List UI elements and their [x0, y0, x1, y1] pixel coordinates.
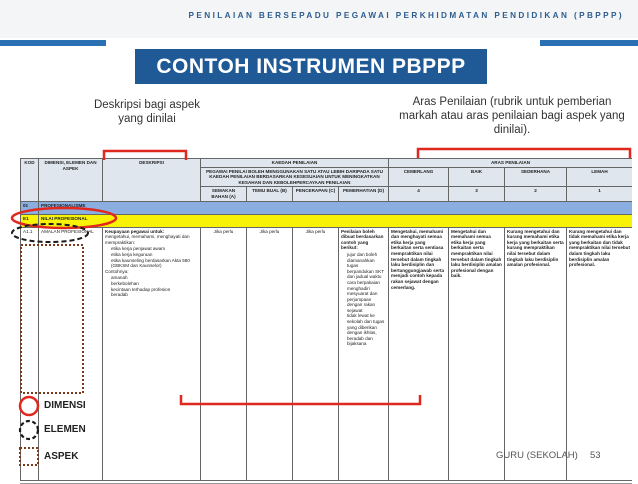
list-item: • etika kerja keguruan [111, 252, 198, 258]
header-deskripsi: DESKRIPSI [103, 159, 201, 202]
header-pemerhatian: PEMERHATIAN (D) [339, 187, 389, 201]
header-baik: BAIK [449, 167, 505, 187]
callout-aras: Aras Penilaian (rubrik untuk pemberian markah atau aras penilaian bagi aspek yang dinilai). [399, 96, 625, 136]
header-semakan: SEMAKAN BAHAN (A) [201, 187, 247, 201]
header-dimensi: DIMENSI, ELEMEN DAN ASPEK [39, 159, 103, 202]
legend-dimensi: DIMENSI [44, 400, 86, 411]
cell-sederhana: Kurang mengetahui dan kurang memahami etika kerja yang berkaitan serta kurang mempraktikan nilai tersebut dalam tingkah laku berdisiplin amalan profesional. [505, 227, 567, 480]
dimension-label: PROFESIONALISME [39, 201, 633, 214]
header-score-2: 2 [505, 187, 567, 201]
cell-cemerlang: Mengetahui, memahami dan menghayati semua etika kerja yang berkaitan serta sentiasa mempraktikan nilai tersebut dalam tingkah laku berdisiplin dan bertanggungjawab serta menjadi contoh kepada rakan sejawat dengan cemerlang. [389, 227, 449, 480]
legend-elemen: ELEMEN [44, 424, 86, 435]
bracket-deskripsi [104, 151, 186, 160]
element-code: E1 [21, 214, 39, 227]
cell-temu-bual: Jika perlu [247, 227, 293, 480]
list-item: • beradab [111, 292, 198, 298]
list-item: • tidak lewat ke sekolah dan tugas yang diberikan dengan ikhlas, beradab dan bijaksana [347, 313, 386, 347]
header-pencerapan: PENCERAPAN (C) [293, 187, 339, 201]
aspect-highlight-box [21, 245, 83, 393]
list-item: • berkebolehan [111, 281, 198, 287]
header-score-4: 4 [389, 187, 449, 201]
header-lemah: LEMAH [567, 167, 633, 187]
list-item: • amanah [111, 275, 198, 281]
agency-name: PENILAIAN BERSEPADU PEGAWAI PERKHIDMATAN PENDIDIKAN (PBPPP) [188, 11, 624, 20]
header-aras: ARAS PENILAIAN [389, 159, 633, 168]
list-item: • kecintaan terhadap profesion [111, 287, 198, 293]
cell-lemah: Kurang mengetahui dan tidak memahami etika kerja yang berkaitan dan tidak mempraktikan nilai tersebut dalam tingkah laku berdisiplin amalan profesional. [567, 227, 633, 480]
list-item: • cara berpakaian menghadiri mesyuarat dan perjumpaan dengan rakan sejawat [347, 280, 386, 314]
header-sederhana: SEDERHANA [505, 167, 567, 187]
deskripsi-body: mengetahui, memahami, menghayati dan mempraktikan: [105, 234, 190, 245]
header-kaedah: KAEDAH PENILAIAN [201, 159, 389, 168]
contoh-label: Contohnya: [105, 268, 129, 274]
cell-semakan: Jika perlu [201, 227, 247, 480]
pemerhatian-intro: Penilaian boleh dibuat berdasarkan contoh yang berikut: [341, 228, 384, 251]
list-item: • jujur dan boleh diamanahkan tugas berpandukan SKT dan jadual waktu [347, 252, 386, 280]
cell-pencerapan: Jika perlu [293, 227, 339, 480]
callout-deskripsi: Deskripsi bagi aspek yang dinilai [93, 99, 201, 125]
aspect-code: A1.1 [21, 227, 39, 480]
header-kaedah-sub: PEGAWAI PENILAI BOLEH MENGGUNAKAN SATU ATAU LEBIH DARIPADA SATU KAEDAH PENILAIAN BERDASARKAN KESESUAIAN UNTUK MENINGKATKAN KESAHAN DAN KEBOLEHPERCAYAAN PENILAIAN [201, 167, 389, 187]
list-item: • etika kerja penjawat awam [111, 246, 198, 252]
header-kod: KOD [21, 159, 39, 202]
header-temu-bual: TEMU BUAL (B) [247, 187, 293, 201]
deskripsi-intro: Keupayaan pegawai untuk: [105, 228, 165, 234]
cell-baik: Mengetahui dan memahami semua etika kerja yang berkaitan serta mempraktikan nilai tersebut dalam tingkah laku berdisiplin amalan profesional dengan baik. [449, 227, 505, 480]
legend-aspek-icon [20, 448, 38, 465]
slide-title: CONTOH INSTRUMEN PBPPP [135, 49, 487, 84]
footer-label: GURU (SEKOLAH) [496, 450, 578, 461]
header-cemerlang: CEMERLANG [389, 167, 449, 187]
list-item: • etika kaunseling berdasarkan Akta 580 (GBKSM dan Kaunselor) [111, 258, 198, 269]
page-number: 53 [590, 450, 601, 461]
legend-aspek: ASPEK [44, 451, 79, 462]
legend-dimensi-icon [20, 397, 38, 415]
header-score-1: 1 [567, 187, 633, 201]
aspect-label: AMALAN PROFESIONAL [39, 227, 103, 480]
legend-elemen-icon [20, 421, 38, 439]
element-label: NILAI PROFESIONAL [39, 214, 633, 227]
header-score-3: 3 [449, 187, 505, 201]
dimension-code: 01 [21, 201, 39, 214]
bracket-kaedah [181, 395, 420, 404]
bracket-aras [418, 149, 630, 158]
